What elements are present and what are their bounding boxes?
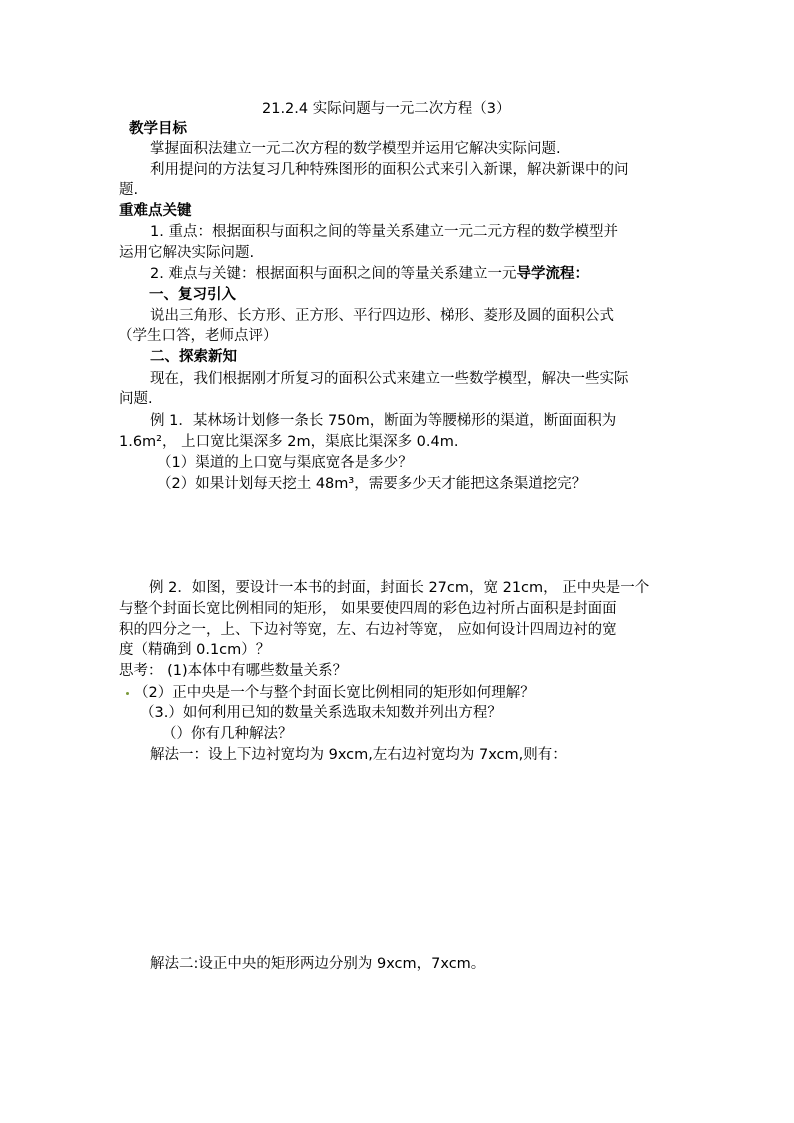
example1-question-2: （2）如果计划每天挖土 48m³，需要多少天才能把这条渠道挖完？ bbox=[157, 476, 587, 492]
explore-line-a: 现在，我们根据刚才所复习的面积公式来建立一些数学模型，解决一些实际 bbox=[150, 371, 629, 387]
think-question-4: （）你有几种解法？ bbox=[162, 726, 293, 742]
document-title: 21.2.4 实际问题与一元二次方程（3） bbox=[262, 101, 511, 117]
think-question-1: 思考： (1)本体中有哪些数量关系？ bbox=[119, 663, 348, 679]
heading-review: 一、复习引入 bbox=[149, 287, 236, 303]
key-line-1a: 1. 重点：根据面积与面积之间的等量关系建立一元二元方程的数学模型并 bbox=[150, 224, 618, 240]
key-line-2a: 2. 难点与关键：根据面积与面积之间的等量关系建立一元 bbox=[150, 266, 517, 282]
heading-explore: 二、探索新知 bbox=[150, 349, 237, 365]
review-line-a: 说出三角形、长方形、正方形、平行四边形、梯形、菱形及圆的面积公式 bbox=[150, 308, 614, 324]
example2-line-b: 与整个封面长宽比例相同的矩形， 如果要使四周的彩色边衬所占面积是封面面 bbox=[119, 601, 617, 617]
goal-line-2b: 题. bbox=[119, 182, 139, 198]
key-line-1b: 运用它解决实际问题. bbox=[119, 245, 255, 261]
key-line-2b-guide-flow: 导学流程： bbox=[516, 266, 589, 282]
key-line-2 bbox=[150, 264, 589, 284]
example2-line-a: 例 2．如图，要设计一本书的封面，封面长 27cm，宽 21cm， 正中央是一个 bbox=[149, 580, 650, 596]
solution-1: 解法一：设上下边衬宽均为 9xcm,左右边衬宽均为 7xcm,则有： bbox=[150, 747, 567, 763]
example2-line-c: 积的四分之一，上、下边衬等宽，左、右边衬等宽， 应如何设计四周边衬的宽 bbox=[119, 622, 617, 638]
solution-2: 解法二:设正中央的矩形两边分别为 9xcm，7xcm。 bbox=[150, 956, 486, 972]
example2-line-d: 度（精确到 0.1cm）？ bbox=[119, 642, 271, 658]
example1-line-b: 1.6m²， 上口宽比渠深多 2m，渠底比渠深多 0.4m. bbox=[119, 434, 459, 450]
example1-question-1: （1）渠道的上口宽与渠底宽各是多少？ bbox=[157, 455, 413, 471]
goal-line-2a: 利用提问的方法复习几种特殊图形的面积公式来引入新课，解决新课中的问 bbox=[150, 162, 629, 178]
margin-dot bbox=[126, 692, 129, 695]
review-line-b: （学生口答，老师点评） bbox=[118, 328, 278, 344]
think-question-2: （2）正中央是一个与整个封面长宽比例相同的矩形如何理解？ bbox=[134, 685, 535, 701]
heading-key-points: 重难点关键 bbox=[119, 203, 192, 219]
goal-line-1: 掌握面积法建立一元二次方程的数学模型并运用它解决实际问题. bbox=[150, 141, 561, 157]
heading-teaching-goals: 教学目标 bbox=[129, 121, 187, 137]
example1-line-a: 例 1．某林场计划修一条长 750m，断面为等腰梯形的渠道，断面面积为 bbox=[150, 413, 617, 429]
think-question-3: （3.）如何利用已知的数量关系选取未知数并列出方程？ bbox=[140, 705, 502, 721]
explore-line-b: 问题. bbox=[119, 391, 153, 407]
